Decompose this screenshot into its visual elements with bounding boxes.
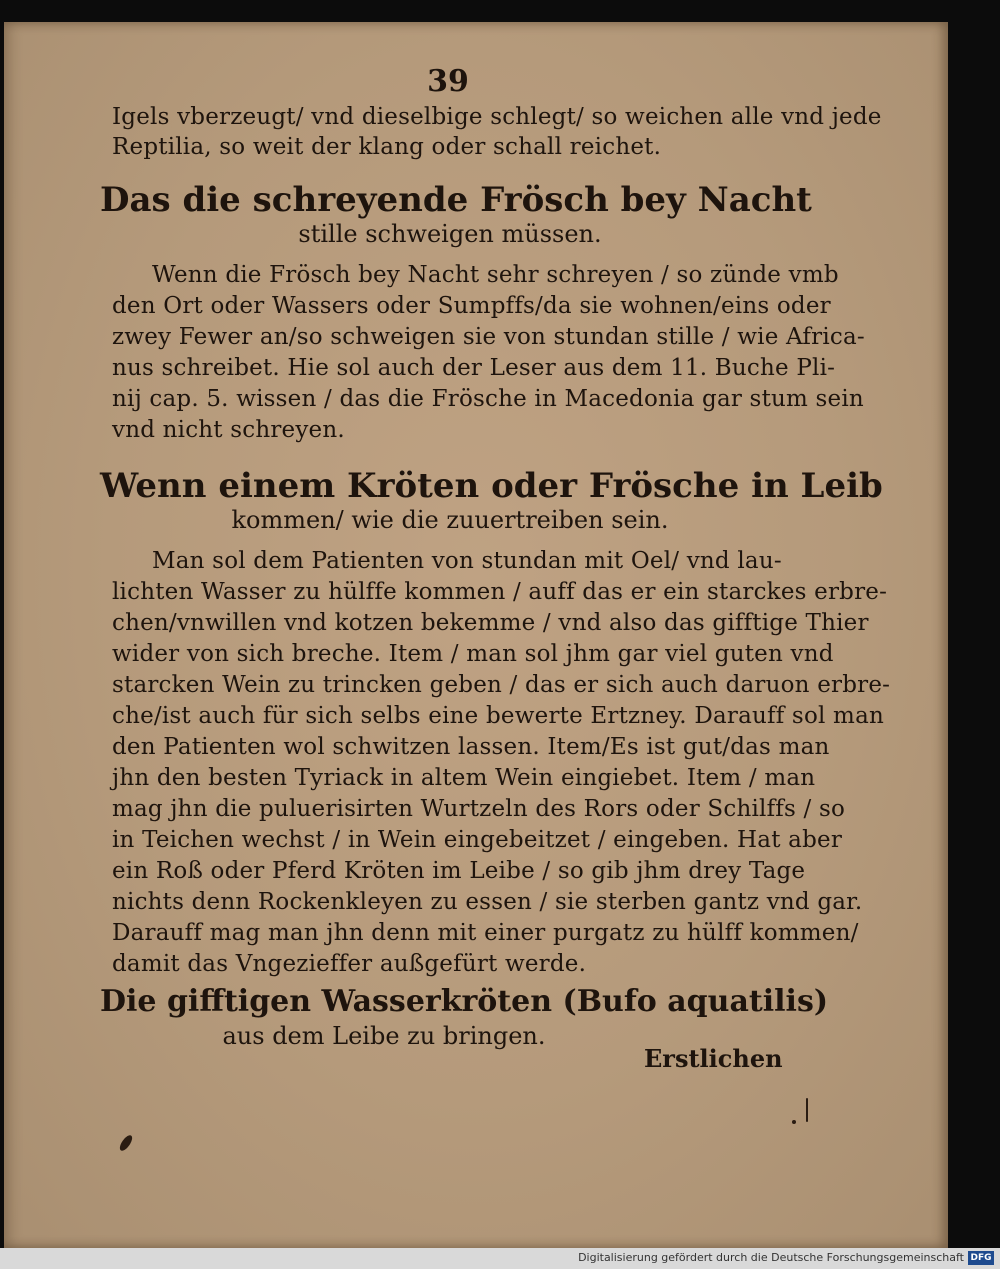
- text-line: den Ort oder Wassers oder Sumpffs/da sie wohnen/eins oder: [112, 293, 831, 319]
- text-line: den Patienten wol schwitzen lassen. Item/Es ist gut/das man: [112, 734, 830, 760]
- ink-speck: [792, 1120, 796, 1124]
- text-line: nichts denn Rockenkleyen zu essen / sie sterben gantz vnd gar.: [112, 889, 863, 915]
- text-line: chen/vnwillen vnd kotzen bekemme / vnd also das gifftige Thier: [112, 610, 869, 636]
- footer-bar: [0, 1248, 1000, 1269]
- ink-mark: [806, 1098, 808, 1122]
- text-line: Igels vberzeugt/ vnd dieselbige schlegt/ so weichen alle vnd jede: [112, 104, 882, 130]
- text-line: wider von sich breche. Item / man sol jhm gar viel guten vnd: [112, 641, 834, 667]
- book-page: [4, 22, 948, 1248]
- text-line: che/ist auch für sich selbs eine bewerte Ertzney. Darauff sol man: [112, 703, 884, 729]
- section-subheading: aus dem Leibe zu bringen.: [222, 1022, 546, 1050]
- text-line: ein Roß oder Pferd Kröten im Leibe / so gib jhm drey Tage: [112, 858, 806, 884]
- text-line: damit das Vngezieffer außgefürt werde.: [112, 951, 587, 977]
- text-line: mag jhn die puluerisirten Wurtzeln des Rors oder Schilffs / so: [112, 796, 846, 822]
- text-line: Wenn die Frösch bey Nacht sehr schreyen / so zünde vmb: [152, 262, 839, 288]
- text-line: Darauff mag man jhn denn mit einer purgatz zu hülff kommen/: [112, 920, 859, 946]
- section-heading: Wenn einem Kröten oder Frösche in Leib: [100, 466, 883, 506]
- section-subheading: stille schweigen müssen.: [298, 220, 602, 248]
- text-line: nus schreibet. Hie sol auch der Leser aus dem 11. Buche Pli-: [112, 355, 836, 381]
- text-line: in Teichen wechst / in Wein eingebeitzet / eingeben. Hat aber: [112, 827, 843, 853]
- text-line: vnd nicht schreyen.: [112, 417, 345, 443]
- ink-stain: [118, 1133, 135, 1152]
- section-heading: Das die schreyende Frösch bey Nacht: [100, 180, 812, 220]
- text-line: zwey Fewer an/so schweigen sie von stundan stille / wie Africa-: [112, 324, 865, 350]
- page-number: 39: [427, 64, 469, 99]
- text-line: Reptilia, so weit der klang oder schall reichet.: [112, 134, 662, 160]
- text-line: Man sol dem Patienten von stundan mit Oel/ vnd lau-: [152, 548, 782, 574]
- section-subheading: kommen/ wie die zuuertreiben sein.: [231, 506, 669, 534]
- dfg-logo-icon: DFG: [968, 1251, 994, 1265]
- text-line: starcken Wein zu trincken geben / das er sich auch daruon erbre-: [112, 672, 891, 698]
- text-line: nij cap. 5. wissen / das die Frösche in Macedonia gar stum sein: [112, 386, 864, 412]
- catchword: Erstlichen: [644, 1044, 783, 1073]
- funding-credit: Digitalisierung gefördert durch die Deutsche Forschungsgemeinschaft: [578, 1251, 964, 1264]
- text-line: jhn den besten Tyriack in altem Wein eingiebet. Item / man: [112, 765, 816, 791]
- section-heading: Die gifftigen Wasserkröten (Bufo aquatilis): [100, 984, 829, 1019]
- text-line: lichten Wasser zu hülffe kommen / auff das er ein starckes erbre-: [112, 579, 888, 605]
